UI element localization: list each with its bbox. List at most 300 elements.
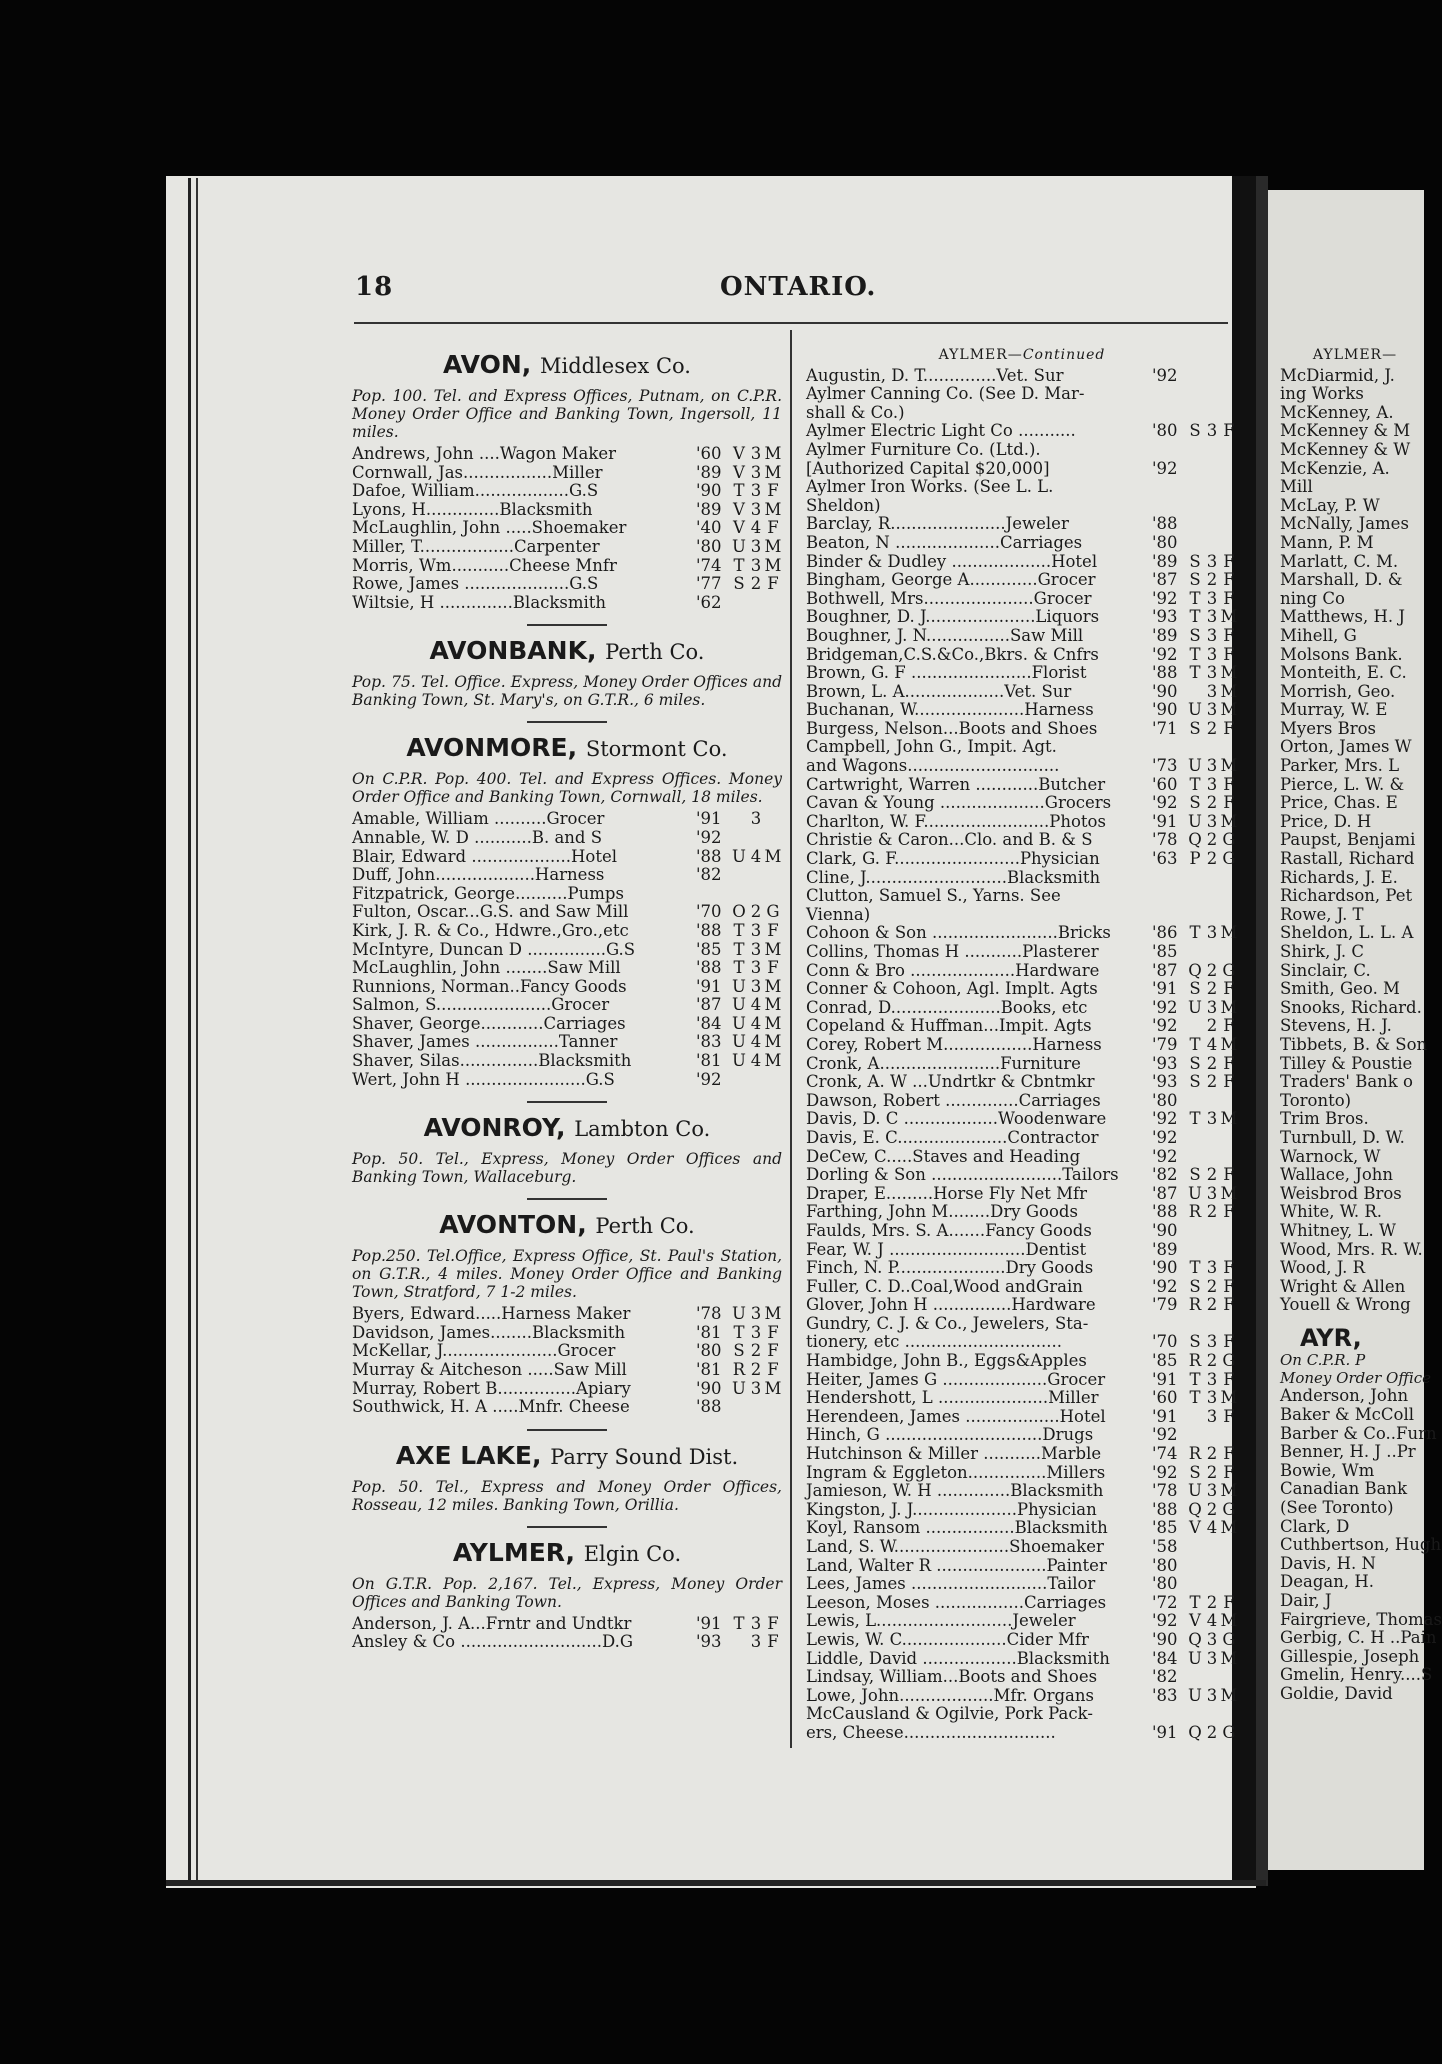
listing-name: Dawson, Robert ..............Carriages (806, 1090, 1101, 1110)
listing-row (352, 519, 782, 538)
listing-year: '86 (1152, 923, 1178, 943)
listing-credit-grade (1204, 404, 1220, 423)
listing-credit-grade: 3 (750, 939, 762, 959)
listing-row (806, 943, 1238, 962)
listing-credit-rating: U (732, 995, 746, 1015)
listing-credit-grade: 3 (1206, 681, 1218, 701)
listing-row (806, 1557, 1238, 1576)
listing-row (806, 534, 1238, 553)
listing-row (352, 557, 782, 576)
listing-name: DeCew, C.....Staves and Heading (806, 1146, 1081, 1166)
right-listing-name: Richardson, Pet (1280, 886, 1413, 906)
right-listing-name: Goldie, David (1280, 1683, 1393, 1703)
listing-credit-grade: 2 (1206, 1016, 1218, 1036)
right-listing-name: Parker, Mrs. L (1280, 756, 1400, 776)
listing-credit-grade: 3 (1206, 1388, 1218, 1408)
listing-credit-grade: 2 (1206, 718, 1218, 738)
listing-name: Conn & Bro ....................Hardware (806, 960, 1100, 980)
right-listing-name: Mann, P. M (1280, 532, 1374, 552)
right-listing-name: Gmelin, Henry....S (1280, 1665, 1433, 1685)
listing-name: Lees, James ..........................Tailor (806, 1574, 1096, 1594)
listing-year: '78 (1152, 830, 1178, 850)
listing-credit-rating: T (733, 555, 745, 575)
section-separator (527, 721, 607, 723)
listing-credit-class: F (1223, 774, 1235, 794)
listing-credit-class: M (1220, 811, 1238, 831)
listing-name: Fuller, C. D..Coal,Wood andGrain (806, 1276, 1083, 1296)
town-heading (352, 733, 782, 764)
listing-name: Wiltsie, H ..............Blacksmith (352, 592, 607, 612)
listing-year: '58 (1152, 1537, 1178, 1556)
listing-credit-class: M (1220, 1183, 1238, 1203)
listing-name: Cline, J...........................Blacksmith (806, 867, 1101, 887)
page-number: 18 (355, 272, 394, 302)
right-listing-name: White, W. R. (1280, 1202, 1382, 1222)
listing-credit-grade: 3 (750, 1632, 762, 1652)
listing-credit-rating (1186, 1557, 1204, 1576)
listing-year: '72 (1152, 1592, 1178, 1612)
town-name: AVON, (443, 350, 540, 379)
listing-credit-grade (1204, 738, 1220, 757)
listing-name: Finch, N. P.....................Dry Goods (806, 1258, 1094, 1278)
listing-name: Corey, Robert M.................Harness (806, 1034, 1102, 1054)
listing-credit-grade: 3 (1206, 644, 1218, 664)
listing-name: Hinch, G ..............................Drugs (806, 1425, 1094, 1445)
listing-credit-grade: 2 (750, 574, 762, 594)
middle-column (806, 346, 1238, 1743)
listing-name: Ansley & Co ...........................D.G (352, 1632, 634, 1652)
listing-row (806, 627, 1238, 646)
listing-year: '92 (1152, 1276, 1178, 1296)
listing-row (806, 1185, 1238, 1204)
right-listing-name: Whitney, L. W (1280, 1220, 1396, 1240)
listing-credit-rating: V (733, 462, 745, 482)
listing-credit-rating: U (732, 1032, 746, 1052)
continued-town: AYLMER— (938, 347, 1023, 363)
listing-name: Faulds, Mrs. S. A.......Fancy Goods (806, 1220, 1092, 1240)
listing-year: '78 (1152, 1481, 1178, 1501)
listing-name: McIntyre, Duncan D ...............G.S (352, 939, 636, 959)
listing-year: '40 (696, 518, 722, 538)
listing-row (352, 594, 782, 613)
listing-row (806, 1705, 1238, 1724)
listing-name: Amable, William ..........Grocer (352, 809, 605, 829)
listing-name: Lowe, John..................Mfr. Organs (806, 1685, 1094, 1705)
listing-year: '92 (1152, 1425, 1178, 1445)
listing-row (806, 571, 1238, 590)
listing-row (806, 683, 1238, 702)
listing-credit-grade: 4 (750, 846, 762, 866)
listing-name: Rowe, James ....................G.S (352, 574, 599, 594)
listing-credit-class (1220, 1557, 1238, 1576)
listing-credit-class: F (767, 518, 779, 538)
listing-credit-rating: U (732, 1304, 746, 1324)
listing-credit-class (1220, 1668, 1238, 1687)
listing-credit-rating: U (732, 1013, 746, 1033)
listing-row (806, 962, 1238, 981)
listing-credit-grade: 3 (1206, 923, 1218, 943)
listing-row (806, 1148, 1238, 1167)
listing-credit-rating: P (1189, 849, 1201, 869)
listing-credit-class: M (1220, 681, 1238, 701)
listing-credit-class (1220, 887, 1238, 906)
listing-credit-rating (1186, 441, 1204, 460)
listing-credit-grade: 3 (750, 555, 762, 575)
listing-credit-class: M (764, 1304, 782, 1324)
right-listing-name: Youell & Wrong (1280, 1295, 1411, 1315)
listing-credit-rating: R (1188, 1444, 1202, 1464)
listing-credit-grade: 3 (1206, 663, 1218, 683)
listing-name: Salmon, S......................Grocer (352, 995, 610, 1015)
listing-name: and Wagons............................. (806, 756, 1060, 776)
listing-credit-grade: 4 (1206, 1518, 1218, 1538)
listing-name: Barclay, R......................Jeweler (806, 514, 1069, 534)
right-listing-name: Traders' Bank o (1280, 1072, 1413, 1092)
listing-credit-grade: 2 (1206, 1351, 1218, 1371)
listing-credit-rating: T (733, 1613, 745, 1633)
listing-credit-rating (1186, 1426, 1204, 1445)
listing-name: Davidson, James........Blacksmith (352, 1322, 626, 1342)
listing-credit-rating: T (733, 481, 745, 501)
listing-name: Hutchinson & Miller ...........Marble (806, 1444, 1102, 1464)
listing-credit-rating: Q (1188, 960, 1202, 980)
listing-year: '80 (696, 536, 722, 556)
listing-row (352, 903, 782, 922)
town-heading: AYR, (1300, 1323, 1362, 1352)
listing-name: Vienna) (806, 904, 871, 924)
listing-credit-rating: Q (1188, 1722, 1202, 1742)
listing-credit-grade: 2 (1206, 849, 1218, 869)
listing-name: Glover, John H ...............Hardware (806, 1295, 1096, 1315)
listing-year: '84 (1152, 1648, 1178, 1668)
right-listing-name: (See Toronto) (1280, 1498, 1394, 1518)
right-listing-name: Wright & Allen (1280, 1276, 1406, 1296)
listing-name: Gundry, C. J. & Co., Jewelers, Sta- (806, 1313, 1089, 1333)
town-description: Pop. 50. Tel., Express, Money Order Offices and Banking Town, Wallaceburg. (352, 1150, 782, 1187)
listing-year: '92 (1152, 365, 1178, 385)
listing-credit-grade (1204, 1092, 1220, 1111)
listing-row (352, 1342, 782, 1361)
listing-year: '91 (1152, 1369, 1178, 1389)
listing-row (352, 1615, 782, 1634)
listing-credit-rating: U (1188, 1183, 1202, 1203)
listing-credit-grade (748, 866, 764, 885)
listing-name: Bingham, George A.............Grocer (806, 570, 1096, 590)
listing-credit-rating: U (732, 1378, 746, 1398)
listing-credit-class (764, 829, 782, 848)
right-listing-name: Mihell, G (1280, 625, 1357, 645)
listing-credit-grade: 3 (1206, 774, 1218, 794)
listing-credit-class (1220, 1705, 1238, 1724)
right-listing-name: Turnbull, D. W. (1280, 1127, 1405, 1147)
listing-credit-grade: 3 (1206, 1183, 1218, 1203)
listing-name: Lewis, L..........................Jeweler (806, 1611, 1076, 1631)
listing-name: Murray, Robert B...............Apiary (352, 1378, 631, 1398)
section-separator (527, 1101, 607, 1103)
right-listing-name: Wallace, John (1280, 1165, 1394, 1185)
listing-row (806, 608, 1238, 627)
right-listing-name: Baker & McColl (1280, 1405, 1415, 1425)
listing-name: McCausland & Ogilvie, Pork Pack- (806, 1704, 1093, 1724)
right-listing-name: Tilley & Poustie (1280, 1053, 1413, 1073)
listing-credit-grade: 3 (1206, 1406, 1218, 1426)
page-title: ONTARIO. (720, 272, 877, 302)
listing-year: '88 (1152, 514, 1178, 534)
listing-credit-rating: S (1189, 979, 1201, 999)
listing-year: '88 (696, 1397, 722, 1417)
listing-name: Shaver, Silas...............Blacksmith (352, 1051, 632, 1071)
listing-credit-grade: 3 (1206, 1648, 1218, 1668)
listing-row (806, 813, 1238, 832)
right-listing-name: Gerbig, C. H ..Pain (1280, 1628, 1437, 1648)
listing-row (806, 1371, 1238, 1390)
listing-credit-rating (730, 1071, 748, 1090)
listing-row (352, 482, 782, 501)
listing-credit-class (764, 1071, 782, 1090)
listing-credit-grade: 2 (1206, 979, 1218, 999)
listing-name: Land, Walter R .....................Painter (806, 1555, 1107, 1575)
listing-credit-grade (1204, 1241, 1220, 1260)
listing-credit-rating (1186, 497, 1204, 516)
listing-credit-class: F (767, 574, 779, 594)
listing-credit-rating: U (732, 846, 746, 866)
left-column (352, 340, 782, 1652)
right-listing-name: Wood, Mrs. R. W. (1280, 1239, 1423, 1259)
listing-row (352, 1633, 782, 1652)
listing-name: Murray & Aitcheson .....Saw Mill (352, 1360, 627, 1380)
listing-row (806, 1278, 1238, 1297)
listing-name: Cartwright, Warren ............Butcher (806, 774, 1106, 794)
listing-row (352, 1305, 782, 1324)
listing-row (806, 590, 1238, 609)
right-listing-name: Pierce, L. W. & (1280, 774, 1405, 794)
listing-credit-class: F (1223, 1053, 1235, 1073)
listing-name: Draper, E.........Horse Fly Net Mfr (806, 1183, 1088, 1203)
listing-year: '70 (696, 902, 722, 922)
listing-year: '90 (1152, 700, 1178, 720)
listing-row (806, 831, 1238, 850)
listing-year: '90 (1152, 1258, 1178, 1278)
listing-row (806, 1036, 1238, 1055)
listing-year: '80 (696, 1341, 722, 1361)
listing-credit-grade: 2 (1206, 793, 1218, 813)
listing-name: Conner & Cohoon, Agl. Implt. Agts (806, 979, 1098, 999)
listing-credit-rating: S (1189, 421, 1201, 441)
right-listing-name: Marshall, D. & (1280, 570, 1403, 590)
listing-credit-grade: 3 (1206, 1685, 1218, 1705)
listing-credit-grade: 3 (1206, 1481, 1218, 1501)
listing-credit-class (1220, 534, 1238, 553)
listing-name: [Authorized Capital $20,000] (806, 458, 1050, 478)
right-listing-name: Price, D. H (1280, 811, 1372, 831)
listing-credit-class: M (1220, 923, 1238, 943)
listing-credit-rating: R (1188, 1351, 1202, 1371)
right-listing-name: Trim Bros. (1280, 1109, 1369, 1129)
listing-year: '81 (696, 1322, 722, 1342)
listing-row (806, 1482, 1238, 1501)
listing-row (806, 1445, 1238, 1464)
listing-row (352, 1361, 782, 1380)
listing-row (806, 404, 1238, 423)
listing-row (806, 1110, 1238, 1129)
header-rule (354, 322, 1228, 324)
right-listing-name: McKenney & W (1280, 439, 1411, 459)
listing-credit-grade (1204, 1426, 1220, 1445)
listing-year: '89 (1152, 551, 1178, 571)
listing-credit-grade (1204, 1575, 1220, 1594)
listing-credit-grade: 4 (750, 1013, 762, 1033)
listing-year: '91 (696, 976, 722, 996)
listing-credit-rating (730, 1633, 748, 1652)
listing-row (806, 999, 1238, 1018)
listing-credit-grade (748, 1071, 764, 1090)
listing-row (352, 445, 782, 464)
listing-credit-class (1220, 1222, 1238, 1241)
listing-year: '93 (1152, 1072, 1178, 1092)
listing-row (352, 1071, 782, 1090)
listing-name: Aylmer Canning Co. (See D. Mar- (806, 384, 1085, 404)
listing-credit-grade: 4 (1206, 1034, 1218, 1054)
listing-credit-rating: U (1188, 700, 1202, 720)
listing-name: Christie & Caron...Clo. and B. & S (806, 830, 1093, 850)
listing-name: Jamieson, W. H ..............Blacksmith (806, 1481, 1104, 1501)
listing-credit-grade: 3 (750, 1304, 762, 1324)
listing-credit-rating (1186, 1668, 1204, 1687)
listing-credit-rating (1186, 1222, 1204, 1241)
listing-credit-rating: T (1189, 1369, 1201, 1389)
listing-credit-rating: U (1188, 1685, 1202, 1705)
listing-credit-rating (1186, 738, 1204, 757)
listing-credit-grade: 3 (750, 1378, 762, 1398)
listing-credit-class (1220, 1538, 1238, 1557)
listing-row (806, 1464, 1238, 1483)
listing-name: Hendershott, L .....................Miller (806, 1388, 1099, 1408)
listing-credit-rating: Q (1188, 1499, 1202, 1519)
listing-credit-class: M (1220, 1611, 1238, 1631)
listing-year: '77 (696, 574, 722, 594)
right-listing-name: Anderson, John (1280, 1386, 1409, 1406)
right-listing-name: Mill (1280, 477, 1313, 497)
listing-credit-class: F (767, 481, 779, 501)
listing-year: '92 (1152, 1016, 1178, 1036)
listing-row (806, 1333, 1238, 1352)
listing-credit-class: F (1223, 793, 1235, 813)
town-description: Pop.250. Tel.Office, Express Office, St. Paul's Station, on G.T.R., 4 miles. Money Order Office and Banking Town, Stratford, 7 1-2 miles. (352, 1247, 782, 1302)
listing-row (806, 478, 1238, 497)
listing-name: Brown, G. F .......................Florist (806, 663, 1087, 683)
listing-credit-class: M (764, 555, 782, 575)
listing-year (1152, 1705, 1186, 1724)
listing-year (1152, 906, 1186, 925)
listing-year: '92 (1152, 588, 1178, 608)
listing-row (806, 794, 1238, 813)
listing-year: '91 (696, 809, 722, 829)
listing-row (352, 848, 782, 867)
listing-credit-rating (730, 1398, 748, 1417)
listing-credit-rating: S (1189, 625, 1201, 645)
listing-row (352, 1324, 782, 1343)
listing-credit-grade: 4 (1206, 1611, 1218, 1631)
listing-row (806, 1687, 1238, 1706)
listing-year (1152, 441, 1186, 460)
listing-row (352, 866, 782, 885)
listing-credit-class: F (1223, 644, 1235, 664)
right-listing-name: ing Works (1280, 384, 1364, 404)
listing-credit-class: F (767, 920, 779, 940)
listing-credit-class: F (767, 1341, 779, 1361)
section-separator (527, 624, 607, 626)
listing-year: '88 (1152, 1202, 1178, 1222)
county-name: Stormont Co. (585, 737, 728, 762)
listing-year: '84 (696, 1013, 722, 1033)
listing-credit-rating: T (1189, 1109, 1201, 1129)
listing-row (806, 664, 1238, 683)
right-listing-name: McKenney, A. (1280, 402, 1394, 422)
listing-year (1152, 738, 1186, 757)
listing-credit-grade (748, 594, 764, 613)
listing-name: Fitzpatrick, George..........Pumps (352, 883, 624, 903)
listing-credit-class: M (764, 444, 782, 463)
listing-name: Runnions, Norman..Fancy Goods (352, 976, 627, 996)
listing-credit-class: F (1223, 1165, 1235, 1185)
listing-credit-rating: U (1188, 1648, 1202, 1668)
listing-row (806, 441, 1238, 460)
listing-name: Charlton, W. F........................Photos (806, 811, 1106, 831)
listing-credit-rating: S (1189, 570, 1201, 590)
listing-year: '90 (696, 1378, 722, 1398)
listing-credit-class (1220, 1148, 1238, 1167)
town-name: AVONBANK, (429, 636, 606, 666)
listing-credit-grade: 3 (1206, 607, 1218, 627)
listing-credit-rating (1186, 683, 1204, 702)
right-listing-name: Davis, H. N (1280, 1553, 1376, 1573)
listing-credit-rating (1186, 1092, 1204, 1111)
right-listing-name: Fairgrieve, Thomas (1280, 1609, 1442, 1629)
listing-name: Campbell, John G., Impit. Agt. (806, 737, 1057, 757)
listing-name: Kirk, J. R. & Co., Hdwre.,Gro.,etc (352, 920, 629, 940)
town-heading (352, 636, 782, 667)
listing-name: shall & Co.) (806, 402, 905, 422)
right-listing-name: ning Co (1280, 588, 1345, 608)
listing-year: '89 (696, 499, 722, 519)
listing-credit-grade: 3 (1206, 1109, 1218, 1129)
listing-credit-rating (1186, 906, 1204, 925)
listing-credit-class: F (1223, 1406, 1235, 1426)
town-name: AXE LAKE, (395, 1440, 551, 1470)
listing-credit-class: F (1223, 1072, 1235, 1092)
listing-credit-class: M (1220, 1685, 1238, 1705)
listing-credit-grade (1204, 515, 1220, 534)
county-name: Perth Co. (595, 1214, 695, 1239)
listing-row (806, 757, 1238, 776)
listing-credit-rating (1186, 869, 1204, 888)
listing-row (352, 941, 782, 960)
listing-credit-rating (1186, 460, 1204, 479)
listing-year: '87 (1152, 1183, 1178, 1203)
listing-row (352, 959, 782, 978)
right-listing-name: Shirk, J. C (1280, 942, 1365, 961)
right-listing-name: Rastall, Richard (1280, 849, 1415, 869)
listing-row (806, 1017, 1238, 1036)
town-name: AVONMORE, (406, 733, 586, 763)
listing-credit-rating (1186, 1705, 1204, 1724)
town-name: AVONROY, (423, 1113, 575, 1143)
listing-name: Anderson, J. A...Frntr and Undtkr (352, 1613, 632, 1633)
listing-year: '92 (1152, 1127, 1178, 1147)
listing-year: '87 (696, 995, 722, 1015)
right-listing-name: Tibbets, B. & Son (1280, 1034, 1428, 1054)
town-description: Pop. 50. Tel., Express and Money Order Offices, Rosseau, 12 miles. Banking Town, Orillia. (352, 1477, 782, 1514)
